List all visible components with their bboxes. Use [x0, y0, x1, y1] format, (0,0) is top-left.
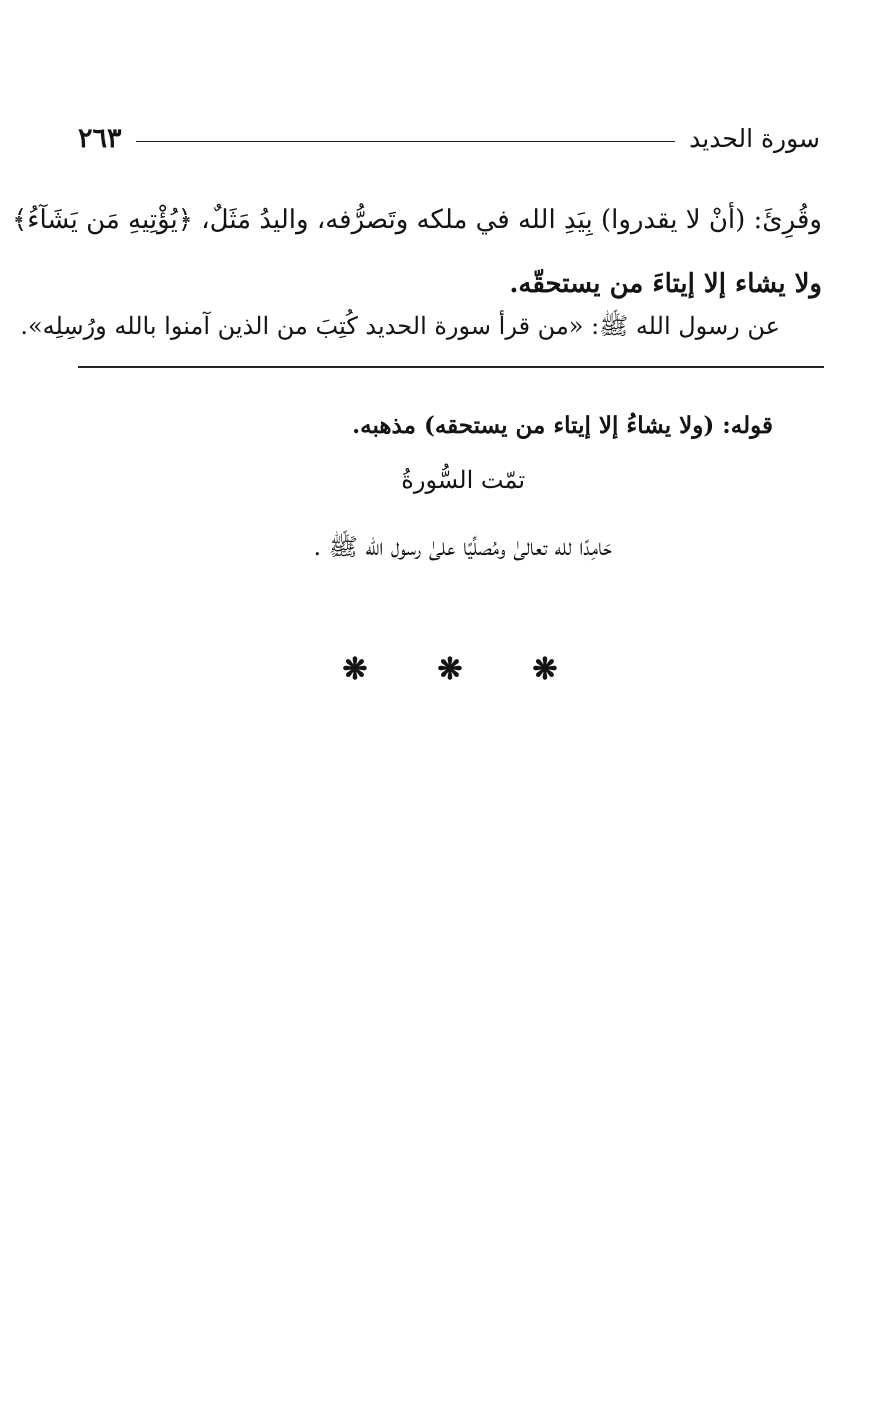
- page-number: ٢٦٣: [78, 122, 122, 154]
- commentary-line-2: ولا يشاء إلا إيتاءَ من يستحقّه.: [509, 269, 822, 299]
- commentary-text: [12, 188, 822, 316]
- header-rule: [136, 141, 676, 142]
- footnote-divider: [78, 366, 824, 368]
- star-icon: ❋: [342, 652, 368, 687]
- star-icon: ❋: [437, 652, 463, 687]
- end-of-surah-note: تمّت السُّورةُ: [401, 466, 525, 494]
- commentary-line-1: وقُرِئَ: (أنْ لا يقدروا) بِيَدِ الله في ملكه وتَصرُّفه، واليدُ مَثَلٌ، ﴿يُؤْتِيهِ مَن يَشَآءُ﴾: [12, 205, 822, 235]
- star-icon: ❋: [532, 652, 558, 687]
- marginal-note-qawluhu: قوله: (ولا يشاءُ إلا إيتاء من يستحقه) مذهبه.: [352, 412, 773, 439]
- surah-title: سورة الحديد: [689, 123, 820, 153]
- closing-praise: حَامِدًا لله تعالىٰ ومُصلِّيًا علىٰ رسول الله ﷺ .: [313, 533, 612, 561]
- running-header: [78, 118, 820, 158]
- star-separator: [340, 652, 560, 687]
- hadith-text: عن رسول الله ﷺ: «من قرأ سورة الحديد كُتِبَ من الذين آمنوا بالله ورُسِلِه».: [20, 312, 780, 340]
